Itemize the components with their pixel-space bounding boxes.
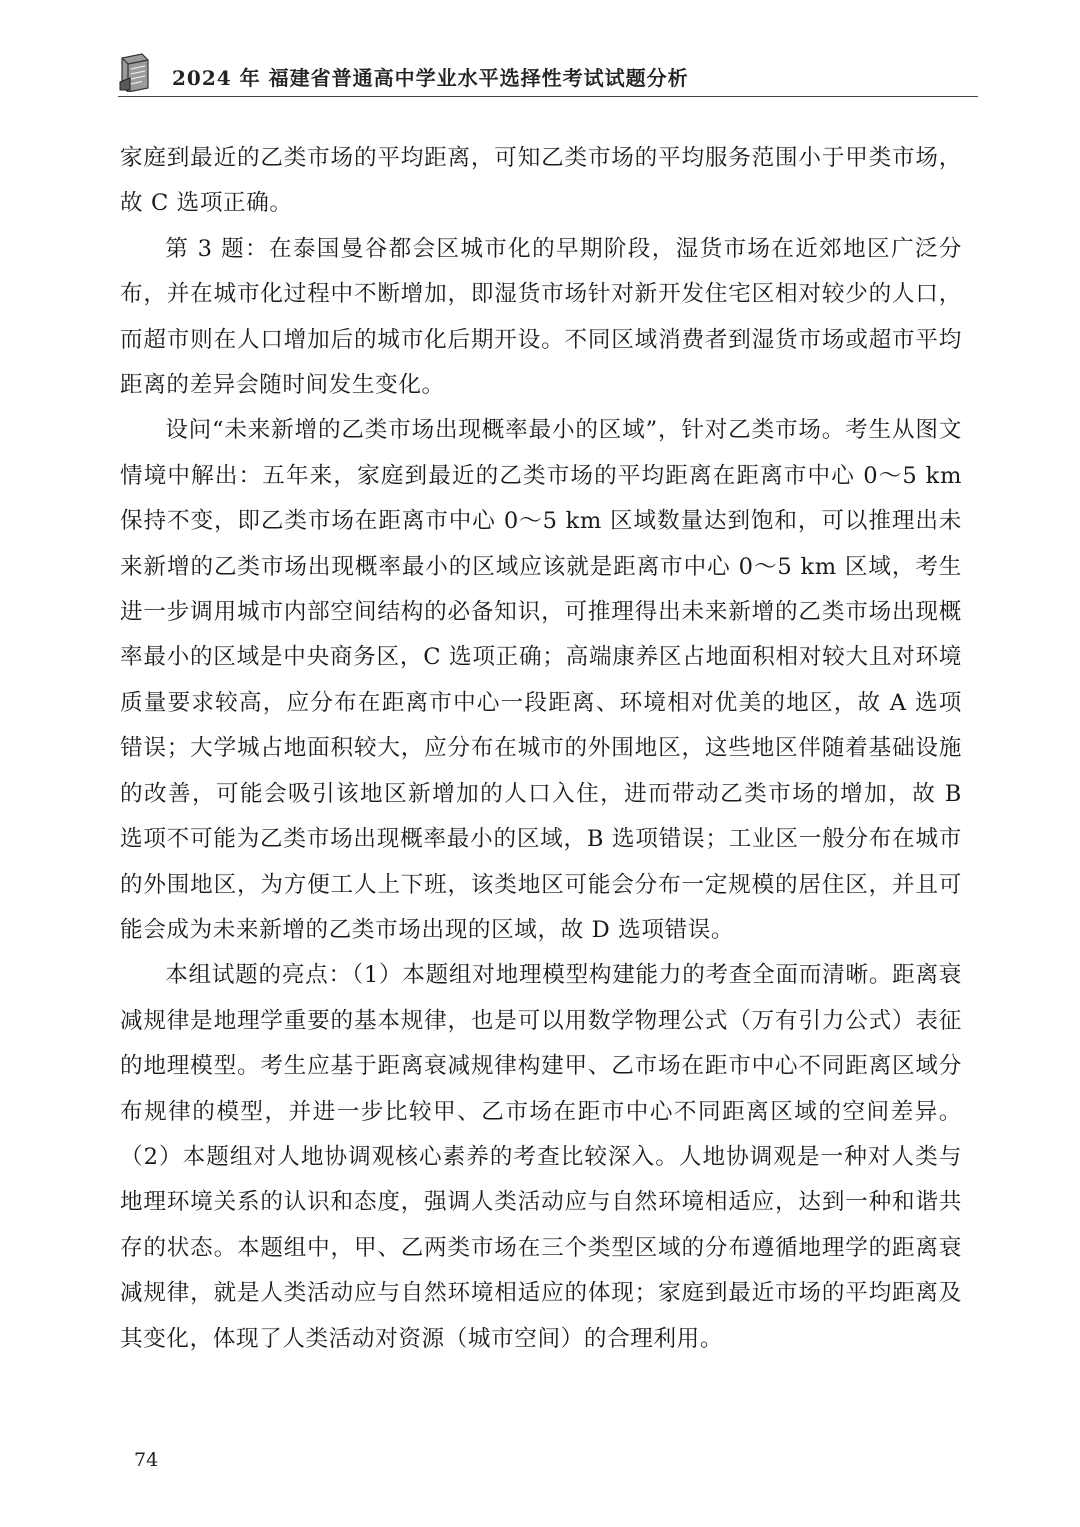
paragraph-continuation: 家庭到最近的乙类市场的平均距离，可知乙类市场的平均服务范围小于甲类市场，故 C 选项正确。: [120, 145, 962, 217]
page-header: [118, 50, 978, 100]
paragraph-highlights: 本组试题的亮点：（1）本题组对地理模型构建能力的考查全面而清晰。距离衰减规律是地理学重要的基本规律，也是可以用数学物理公式（万有引力公式）表征的地理模型。考生应基于距离衰减规律构建甲、乙市场在距市中心不同距离区域分布规律的模型，并进一步比较甲、乙市场在距市中心不同距离区域的空间差异。（2）本题组对人地协调观核心素养的考查比较深入。人地协调观是一种对人类与地理环境关系的认识和态度，强调人类活动应与自然环境相适应，达到一种和谐共存的状态。本题组中，甲、乙两类市场在三个类型区域的分布遵循地理学的距离衰减规律，就是人类活动应与自然环境相适应的体现；家庭到最近市场的平均距离及其变化，体现了人类活动对资源（城市空间）的合理利用。: [120, 962, 962, 1352]
header-title: 2024 年 福建省普通高中学业水平选择性考试试题分析: [172, 66, 689, 90]
page-number: 74: [134, 1449, 159, 1471]
book-icon: [118, 52, 152, 92]
header-divider: [118, 96, 978, 97]
paragraph-question-3: 第 3 题：在泰国曼谷都会区城市化的早期阶段，湿货市场在近郊地区广泛分布，并在城市化过程中不断增加，即湿货市场针对新开发住宅区相对较少的人口，而超市则在人口增加后的城市化后期开设。不同区域消费者到湿货市场或超市平均距离的差异会随时间发生变化。: [120, 235, 962, 399]
paragraph-question-analysis: 设问“未来新增的乙类市场出现概率最小的区域”，针对乙类市场。考生从图文情境中解出：五年来，家庭到最近的乙类市场的平均距离在距离市中心 0～5 km 保持不变，即乙类市场在距离市中心 0～5 km 区域数量达到饱和，可以推理出未来新增的乙类市场出现概率最小的区域应该就是距离市中心 0～5 km 区域，考生进一步调用城市内部空间结构的必备知识，可推理得出未来新增的乙类市场出现概率最小的区域是中央商务区，C 选项正确；高端康养区占地面积相对较大且对环境质量要求较高，应分布在距离市中心一段距离、环境相对优美的地区，故 A 选项错误；大学城占地面积较大，应分布在城市的外围地区，这些地区伴随着基础设施的改善，可能会吸引该地区新增加的人口入住，进而带动乙类市场的增加，故 B 选项不可能为乙类市场出现概率最小的区域，B 选项错误；工业区一般分布在城市的外围地区，为方便工人上下班，该类地区可能会分布一定规模的居住区，并且可能会成为未来新增的乙类市场出现的区域，故 D 选项错误。: [120, 417, 962, 943]
page-body: [120, 136, 962, 1362]
